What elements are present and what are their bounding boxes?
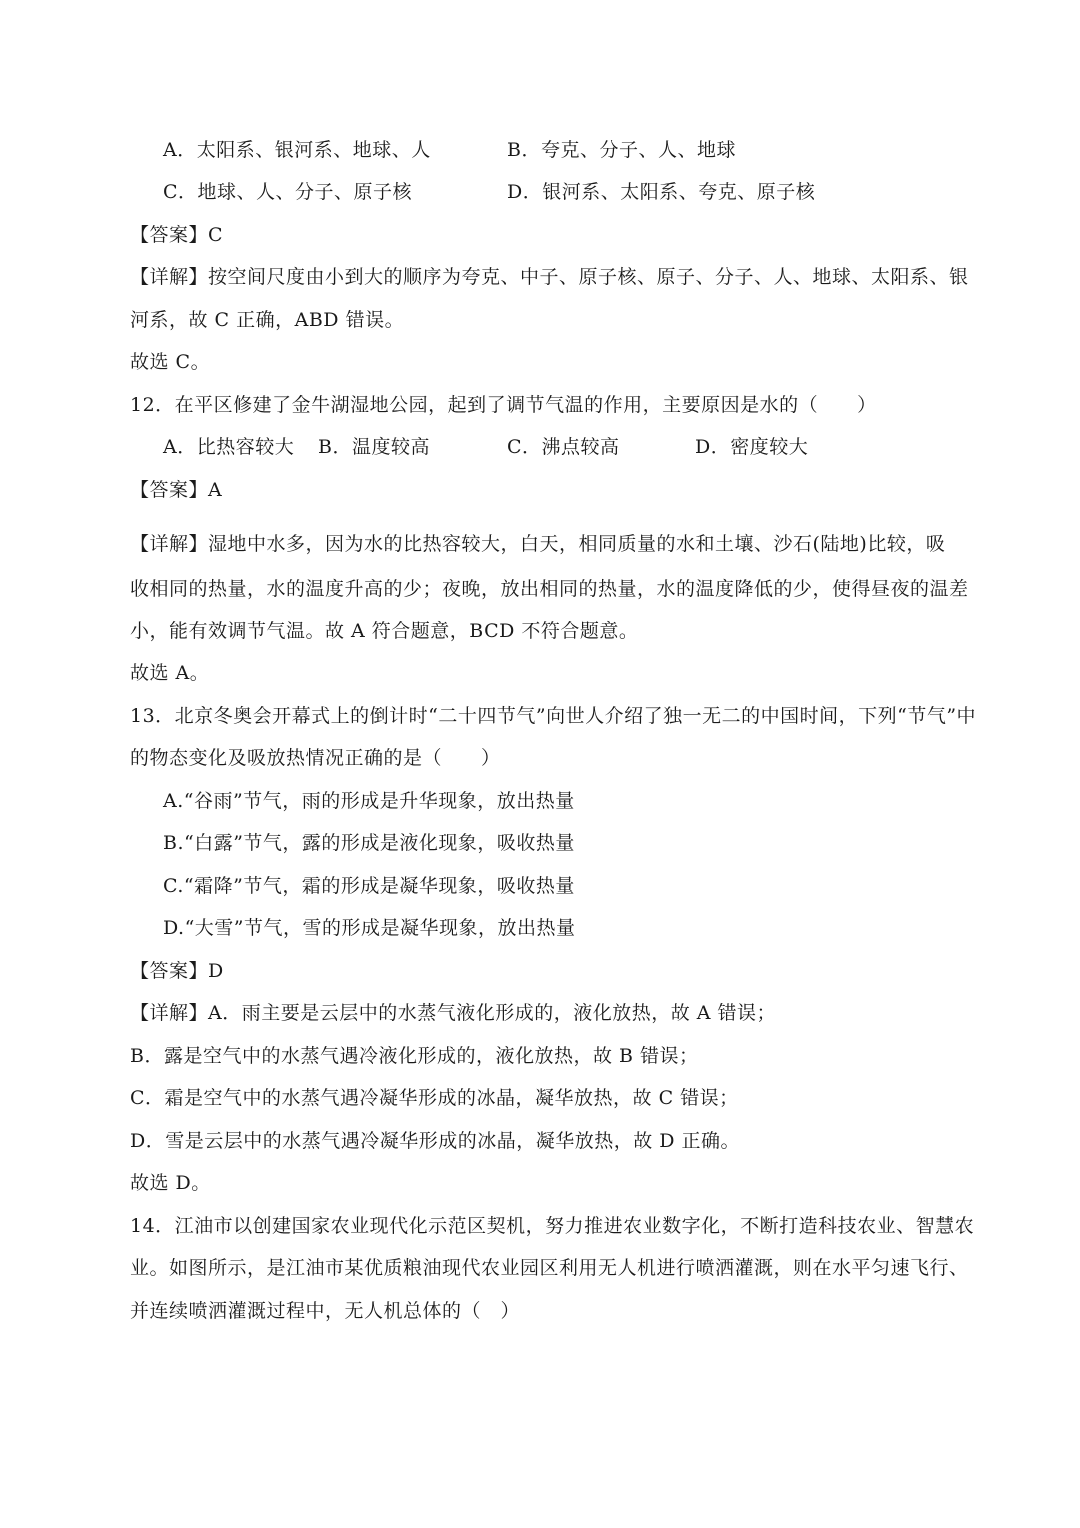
q11-option-d: D．银河系、太阳系、夸克、原子核 xyxy=(507,181,816,203)
q11-detail-line1: 【详解】按空间尺度由小到大的顺序为夸克、中子、原子核、原子、分子、人、地球、太阳系、银 xyxy=(130,266,969,288)
q13-question-line1: 13．北京冬奥会开幕式上的倒计时“二十四节气”向世人介绍了独一无二的中国时间，下列“节气”中 xyxy=(130,705,977,727)
q13-question-line2: 的物态变化及吸放热情况正确的是（ ） xyxy=(130,747,501,769)
q11-detail-line2: 河系，故 C 正确，ABD 错误。 xyxy=(130,309,405,331)
q12-option-a: A．比热容较大 xyxy=(163,436,295,458)
q12-option-b: B．温度较高 xyxy=(318,436,430,458)
q13-detail-c: C．霜是空气中的水蒸气遇冷凝华形成的冰晶，凝华放热，故 C 错误； xyxy=(130,1087,739,1109)
q11-choose: 故选 C。 xyxy=(130,351,211,373)
q13-detail-d: D．雪是云层中的水蒸气遇冷凝华形成的冰晶，凝华放热，故 D 正确。 xyxy=(130,1130,741,1152)
q14-question-line1: 14．江油市以创建国家农业现代化示范区契机，努力推进农业数字化，不断打造科技农业、智慧农 xyxy=(130,1215,975,1237)
q13-option-d: D.“大雪”节气，雪的形成是凝华现象，放出热量 xyxy=(163,917,576,939)
q11-option-a: A．太阳系、银河系、地球、人 xyxy=(163,139,431,161)
q13-option-b: B.“白露”节气，露的形成是液化现象，吸收热量 xyxy=(163,832,575,854)
q12-question: 12．在平区修建了金牛湖湿地公园，起到了调节气温的作用，主要原因是水的（ ） xyxy=(130,394,877,416)
q12-detail-line1: 【详解】湿地中水多，因为水的比热容较大，白天，相同质量的水和土壤、沙石(陆地)比较，吸 xyxy=(130,533,946,555)
q13-detail-b: B．露是空气中的水蒸气遇冷液化形成的，液化放热，故 B 错误； xyxy=(130,1045,699,1067)
q13-detail-a: 【详解】A．雨主要是云层中的水蒸气液化形成的，液化放热，故 A 错误； xyxy=(130,1002,777,1024)
q11-option-c: C．地球、人、分子、原子核 xyxy=(163,181,413,203)
q13-option-c: C.“霜降”节气，霜的形成是凝华现象，吸收热量 xyxy=(163,875,575,897)
q14-question-line2: 业。如图所示，是江油市某优质粮油现代农业园区利用无人机进行喷洒灌溉，则在水平匀速飞行、 xyxy=(130,1257,969,1279)
q12-answer: 【答案】A xyxy=(130,479,223,501)
q12-detail-line3: 小，能有效调节气温。故 A 符合题意，BCD 不符合题意。 xyxy=(130,620,639,642)
q11-answer: 【答案】C xyxy=(130,224,224,246)
q14-question-line3: 并连续喷洒灌溉过程中，无人机总体的（ ） xyxy=(130,1300,521,1322)
q12-choose: 故选 A。 xyxy=(130,662,210,684)
q12-detail-line2: 收相同的热量，水的温度升高的少；夜晚，放出相同的热量，水的温度降低的少，使得昼夜的温差 xyxy=(130,578,969,600)
q13-option-a: A.“谷雨”节气，雨的形成是升华现象，放出热量 xyxy=(163,790,575,812)
q12-option-d: D．密度较大 xyxy=(695,436,809,458)
q13-choose: 故选 D。 xyxy=(130,1172,211,1194)
q12-option-c: C．沸点较高 xyxy=(507,436,620,458)
q13-answer: 【答案】D xyxy=(130,960,224,982)
q11-option-b: B．夸克、分子、人、地球 xyxy=(507,139,736,161)
